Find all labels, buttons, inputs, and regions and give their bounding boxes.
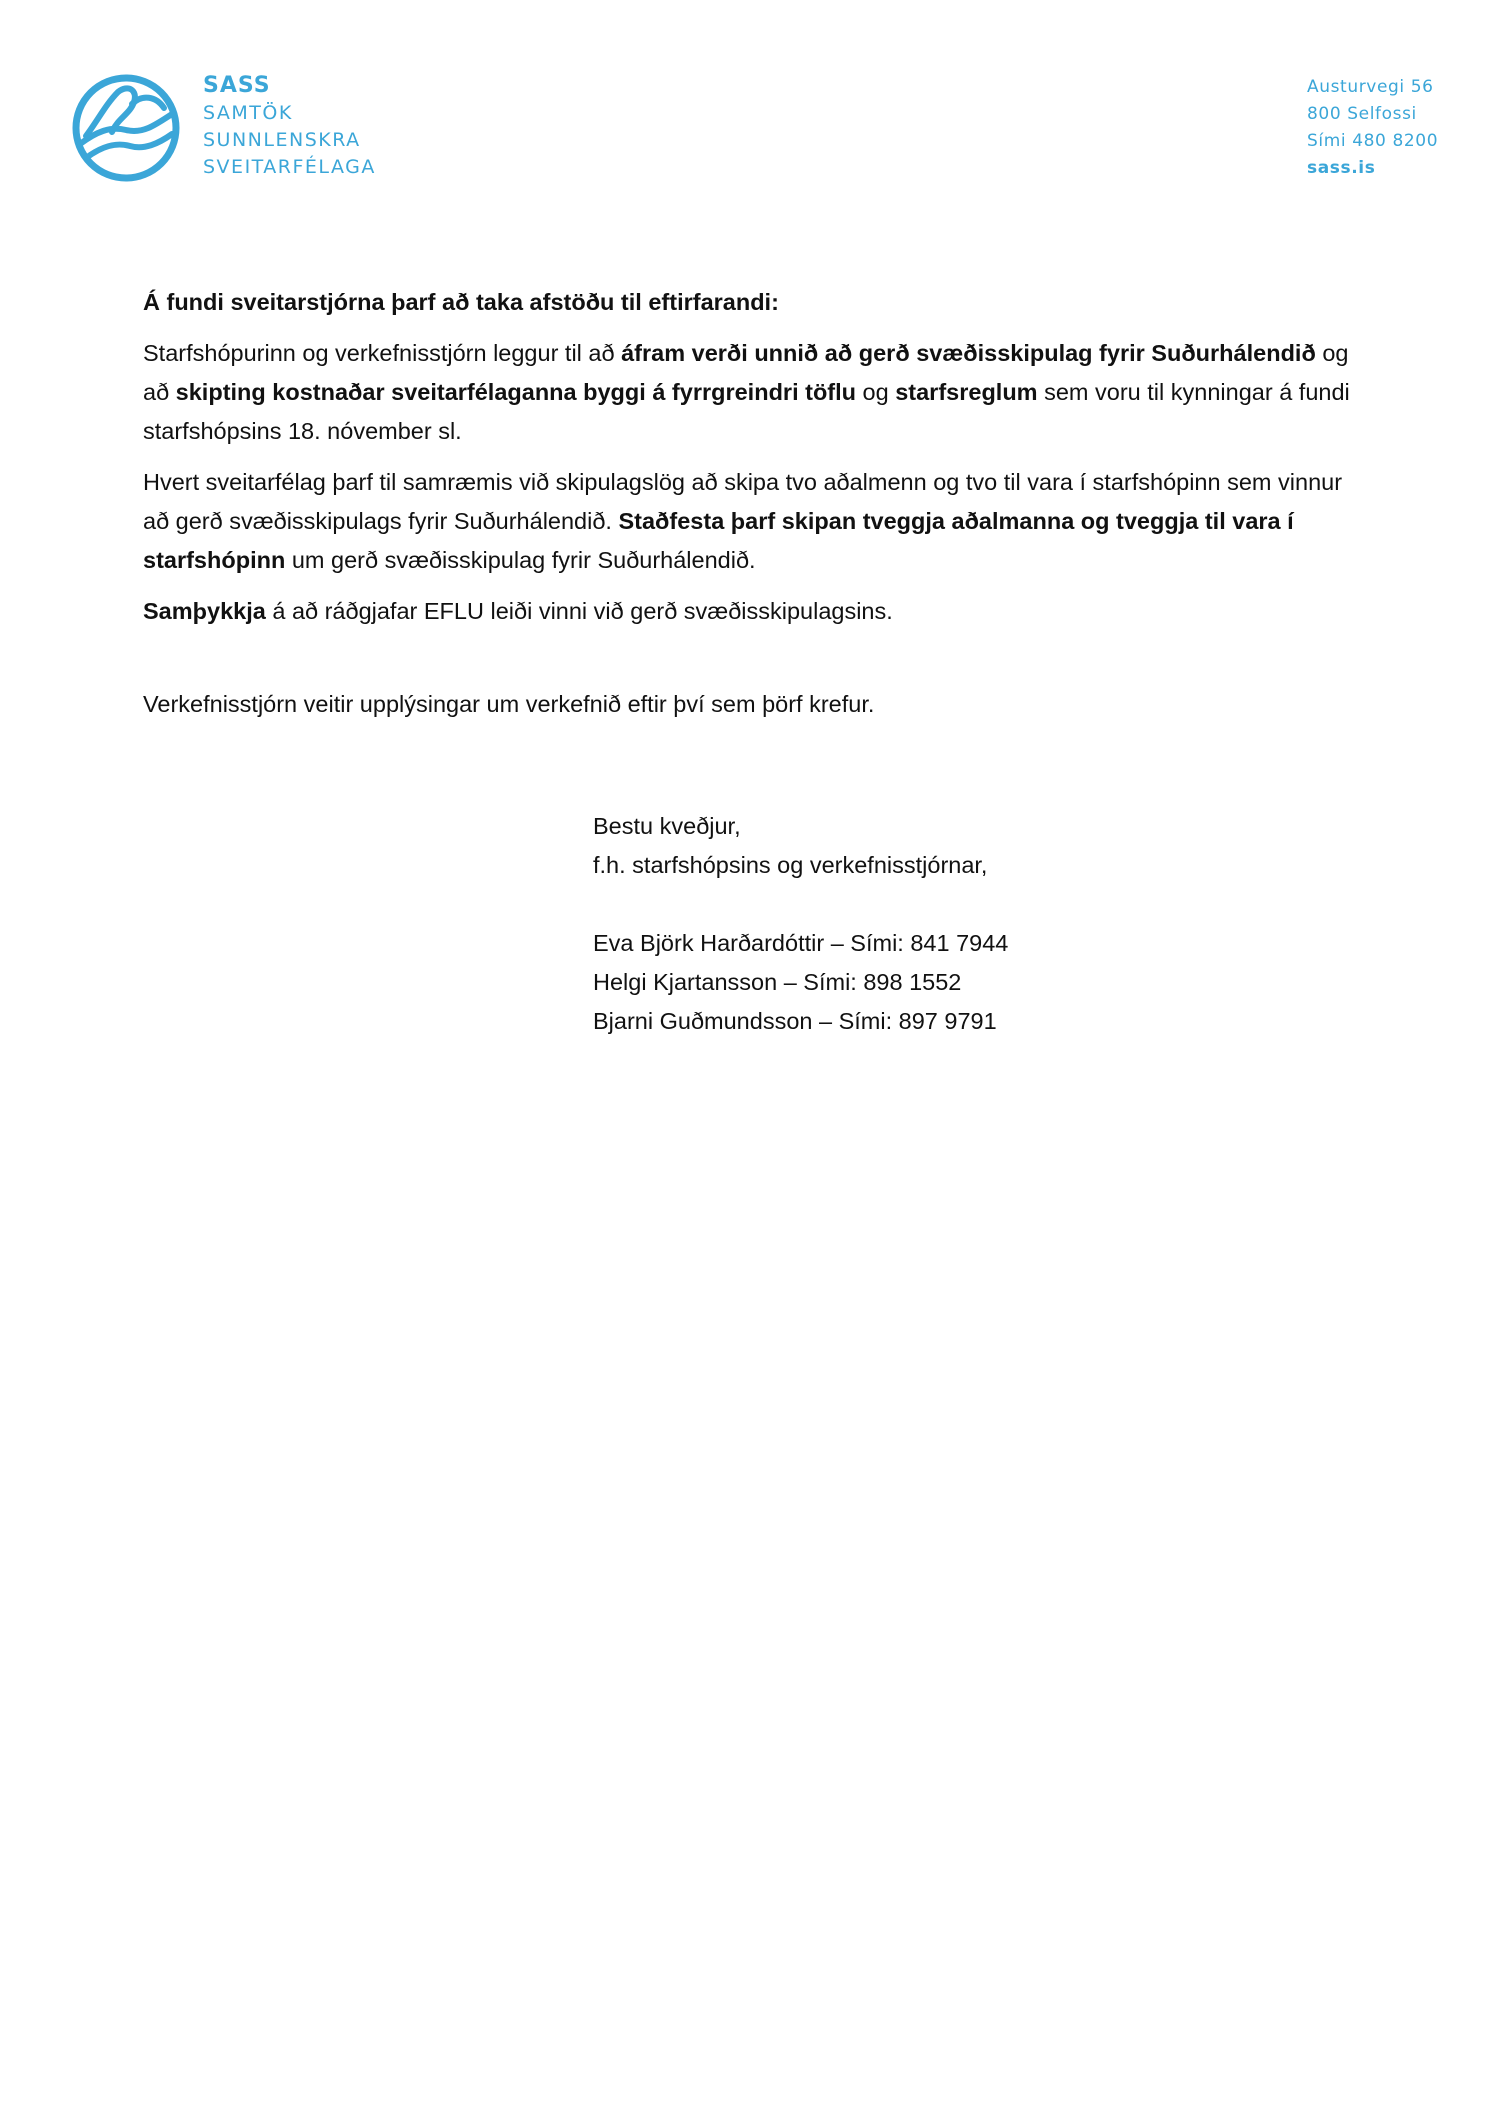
text-run: Starfshópurinn og verkefnisstjórn leggur til að [143,340,622,366]
on-behalf-line: f.h. starfshópsins og verkefnisstjórnar, [593,852,988,878]
text-run: og [856,379,896,405]
website-link[interactable]: sass.is [1307,158,1376,178]
org-name-line: SUNNLENSKRA [203,129,361,151]
organization-name [203,72,376,181]
text-run: á að ráðgjafar EFLU leiði vinni við gerð svæðisskipulagsins. [265,598,893,624]
closing-spacer [593,885,1008,924]
sass-logo-icon [72,74,180,182]
contact-person: Bjarni Guðmundsson – Sími: 897 9791 [593,1008,997,1034]
closing-block [593,807,1008,1041]
paragraph-info: Verkefnisstjórn veitir upplýsingar um verkefnið eftir því sem þörf krefur. [143,691,875,717]
text-run: Hvert sveitarfélag þarf til samræmis við skipulagslög að skipa tvo aðalmenn og tvo til vara í starfshópinn sem vinnur að gerð svæðisskipulags fyrir Suðurhálendið. [143,469,1343,534]
contact-person: Eva Björk Harðardóttir – Sími: 841 7944 [593,930,1009,956]
paragraph-appointment [143,463,1363,580]
bold-run: áfram verði unnið að gerð svæðisskipulag fyrir Suðurhálendið [621,340,1316,366]
org-name-line: SVEITARFÉLAGA [203,156,376,178]
contact-person: Helgi Kjartansson – Sími: 898 1552 [593,969,962,995]
contact-block [1307,74,1438,182]
paragraph-gap [143,643,1363,685]
letter-body [143,283,1363,736]
bold-run: Samþykkja [143,598,266,624]
text-run: og að [143,340,1349,405]
bold-run: skipting kostnaðar sveitarfélaganna byggi á fyrrgreindri töflu [175,379,857,405]
paragraph-proposal [143,334,1363,451]
greeting: Bestu kveðjur, [593,813,741,839]
postal-line: 800 Selfossi [1307,104,1417,124]
text-run: sem voru til kynningar á fundi starfshópsins 18. nóvember sl. [143,379,1350,444]
body-heading: Á fundi sveitarstjórna þarf að taka afstöðu til eftirfarandi: [143,289,779,315]
bold-run: Staðfesta þarf skipan tveggja aðalmanna og tveggja til vara í starfshópinn [143,508,1294,573]
text-run: um gerð svæðisskipulag fyrir Suðurhálendið. [285,547,756,573]
address-line: Austurvegi 56 [1307,77,1434,97]
bold-run: starfsreglum [895,379,1038,405]
paragraph-approval [143,592,1363,631]
phone-line: Sími 480 8200 [1307,131,1439,151]
org-name-line: SAMTÖK [203,102,293,124]
org-abbreviation: SASS [203,73,271,98]
